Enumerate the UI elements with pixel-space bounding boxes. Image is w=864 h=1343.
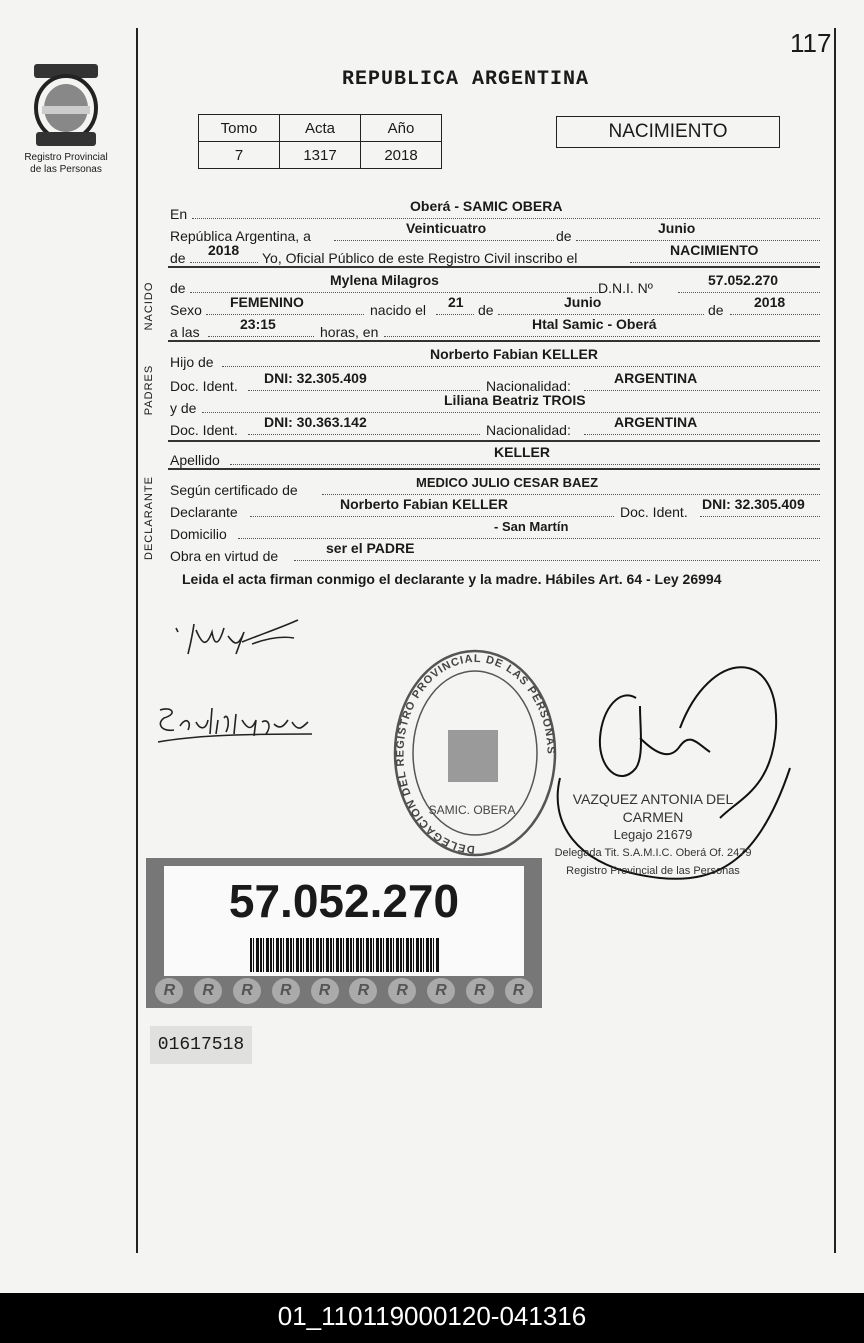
row-nombre: [170, 274, 820, 296]
madre-signature: [152, 700, 318, 752]
side-label-nacido: NACIDO: [143, 281, 155, 331]
field-lugar-nac: Htal Samic - Oberá: [532, 316, 657, 332]
sticker-number: 57.052.270: [228, 875, 460, 927]
r-mark: R: [194, 978, 222, 1004]
field-hora: 23:15: [240, 316, 276, 332]
label-en: En: [170, 206, 188, 222]
field-tipo: NACIMIENTO: [670, 242, 759, 258]
label-de-3: de: [170, 280, 186, 296]
row-obra: [170, 542, 820, 564]
field-mes-nac: Junio: [564, 294, 602, 310]
label-y-de: y de: [170, 400, 197, 416]
record-type-box: NACIMIENTO: [556, 116, 780, 148]
label-declarante: Declarante: [170, 504, 238, 520]
row-madre-doc: [170, 416, 820, 438]
label-apellido: Apellido: [170, 452, 220, 468]
id-number-sticker: [146, 858, 542, 1008]
separator-4: [168, 468, 820, 470]
row-oficial: [170, 244, 820, 266]
separator-2: [168, 340, 820, 342]
header-anio: Año: [361, 115, 442, 142]
label-sexo: Sexo: [170, 302, 202, 318]
serial-number: 01617518: [150, 1026, 252, 1064]
field-padre-doc: DNI: 32.305.409: [264, 370, 367, 386]
stamp-oficina: Registro Provincial de las Personas: [566, 865, 740, 877]
field-madre-nac: ARGENTINA: [614, 414, 698, 430]
label-segun: Según certificado de: [170, 482, 298, 498]
label-nacido-el: nacido el: [370, 302, 427, 318]
right-margin-line: [834, 28, 836, 1253]
label-doc-ident-3: Doc. Ident.: [620, 504, 688, 520]
sticker-panel: [164, 866, 524, 976]
stamp-center-text: SAMIC. OBERA: [428, 803, 516, 817]
label-de-1: de: [556, 228, 572, 244]
side-label-padres: PADRES: [143, 364, 155, 416]
row-hora: [170, 318, 820, 340]
barcode-icon: [250, 938, 440, 972]
label-doc-ident-2: Doc. Ident.: [170, 422, 238, 438]
row-lugar: [170, 200, 820, 222]
r-mark: R: [505, 978, 533, 1004]
sticker-r-pattern: [150, 978, 538, 1006]
field-madre: Liliana Beatriz TROIS: [444, 392, 586, 408]
field-dni: 57.052.270: [708, 272, 779, 288]
field-madre-doc: DNI: 30.363.142: [264, 414, 367, 430]
official-seal-stamp: [390, 646, 560, 860]
row-fecha: [170, 222, 820, 244]
field-certificado: MEDICO JULIO CESAR BAEZ: [416, 475, 599, 490]
field-declarante-doc: DNI: 32.305.409: [702, 496, 805, 512]
separator-1: [168, 266, 820, 268]
label-republica: República Argentina, a: [170, 228, 311, 244]
label-de-2: de: [170, 250, 186, 266]
label-obra: Obra en virtud de: [170, 548, 279, 564]
field-nombre: Mylena Milagros: [330, 272, 439, 288]
header-tomo: Tomo: [199, 115, 280, 142]
label-hijo-de: Hijo de: [170, 354, 214, 370]
label-dni: D.N.I. Nº: [598, 280, 653, 296]
value-tomo: 7: [199, 142, 280, 169]
row-padre-doc: [170, 372, 820, 394]
stamp-cargo: Delegada Tit. S.A.M.I.C. Oberá Of. 2479: [554, 847, 752, 859]
stamp-officer: VAZQUEZ ANTONIA DEL CARMEN: [572, 791, 734, 825]
row-certificado: [170, 476, 820, 498]
row-domicilio: [170, 520, 820, 542]
r-mark: R: [466, 978, 494, 1004]
side-label-declarante: DECLARANTE: [143, 476, 155, 560]
row-padre: [170, 348, 820, 370]
page-number: 117: [790, 28, 832, 58]
r-mark: R: [311, 978, 339, 1004]
label-nacionalidad-2: Nacionalidad:: [486, 422, 571, 438]
value-anio: 2018: [361, 142, 442, 169]
declarante-signature: [172, 614, 306, 660]
officer-legend: [553, 790, 753, 880]
label-a-las: a las: [170, 324, 200, 340]
value-acta: 1317: [280, 142, 361, 169]
label-oficial: Yo, Oficial Público de este Registro Civil inscribo el: [262, 250, 578, 266]
field-dia-nac: 21: [448, 294, 464, 310]
r-mark: R: [272, 978, 300, 1004]
row-declarante: [170, 498, 820, 520]
field-sexo: FEMENINO: [230, 294, 304, 310]
field-anio-nac: 2018: [754, 294, 786, 310]
label-nacionalidad-1: Nacionalidad:: [486, 378, 571, 394]
label-doc-ident-1: Doc. Ident.: [170, 378, 238, 394]
r-mark: R: [427, 978, 455, 1004]
row-madre: [170, 394, 820, 416]
legal-note: Leida el acta firman conmigo el declarante y la madre. Hábiles Art. 64 - Ley 26994: [182, 571, 722, 587]
r-mark: R: [388, 978, 416, 1004]
row-apellido: [170, 446, 820, 468]
field-mes: Junio: [658, 220, 696, 236]
field-padre-nac: ARGENTINA: [614, 370, 698, 386]
field-dia-texto: Veinticuatro: [406, 220, 487, 236]
field-domicilio: - San Martín: [494, 519, 569, 534]
label-horas-en: horas, en: [320, 324, 379, 340]
r-mark: R: [233, 978, 261, 1004]
footer-code: 01_110119000120-041316: [0, 1293, 864, 1343]
register-table: [198, 114, 442, 169]
label-domicilio: Domicilio: [170, 526, 227, 542]
field-padre: Norberto Fabian KELLER: [430, 346, 599, 362]
header-acta: Acta: [280, 115, 361, 142]
field-lugar: Oberá - SAMIC OBERA: [410, 198, 563, 214]
field-anio: 2018: [208, 242, 240, 258]
left-margin-line: [136, 28, 138, 1253]
row-sexo: [170, 296, 820, 318]
stamp-ring-text: DELEGACIÓN DEL REGISTRO PROVINCIAL DE LAS PERSONAS: [394, 652, 557, 856]
registry-caption: Registro Provincial de las Personas: [24, 152, 108, 175]
r-mark: R: [349, 978, 377, 1004]
document-title: REPUBLICA ARGENTINA: [342, 68, 590, 91]
separator-3: [168, 440, 820, 442]
field-obra: ser el PADRE: [326, 540, 415, 556]
label-de-4: de: [478, 302, 494, 318]
label-de-5: de: [708, 302, 724, 318]
field-declarante: Norberto Fabian KELLER: [340, 496, 509, 512]
stamp-legajo: Legajo 21679: [613, 827, 693, 842]
r-mark: R: [155, 978, 183, 1004]
province-seal-icon: [26, 62, 106, 150]
field-apellido: KELLER: [494, 444, 550, 460]
